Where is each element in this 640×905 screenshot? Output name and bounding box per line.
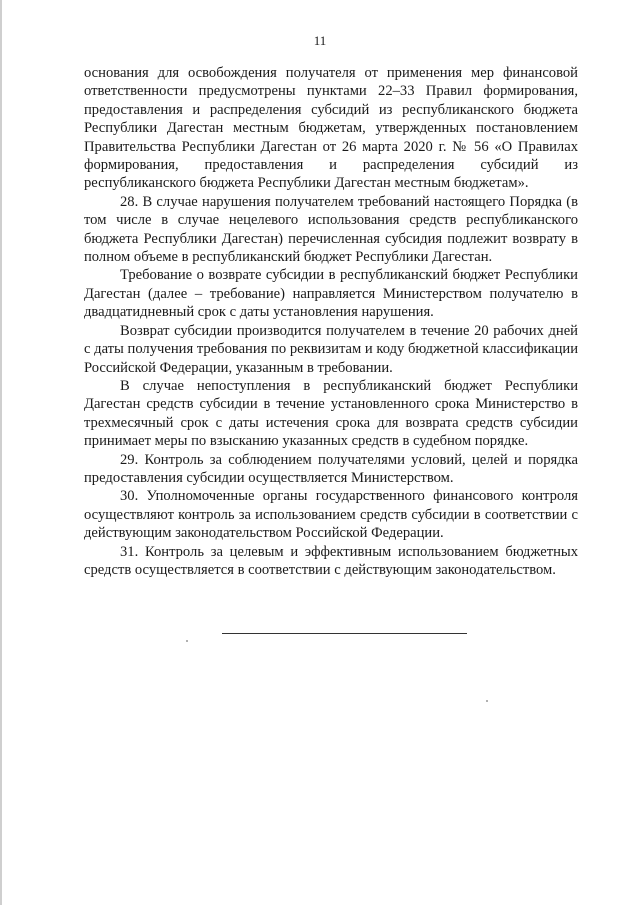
- paragraph-continuation: основания для освобождения получателя от применения мер финансовой ответственности предусмотрены пунктами 22–33 Правил формирования, предоставления и распределения субсидий из республиканского бюджета Республики Дагестан местным бюджетам, утвержденных постановлением Правительства Республики Дагестан от 26 марта 2020 г. № 56 «О Правилах формирования, предоставления и распределения субсидий из республиканского бюджета Республики Дагестан местным бюджетам».: [84, 65, 578, 192]
- paragraph-return-procedure: Возврат субсидии производится получателем в течение 20 рабочих дней с даты получения требования по реквизитам и коду бюджетной классификации Российской Федерации, указанным в требовании.: [84, 322, 578, 376]
- scan-speck: [186, 640, 188, 642]
- paragraph-30: 30. Уполномоченные органы государственного финансового контроля осуществляют контроль за использованием средств субсидии в соответствии с действующим законодательством Российской Федерации.: [84, 488, 578, 542]
- paragraph-28: 28. В случае нарушения получателем требований настоящего Порядка (в том числе в случае нецелевого использования средств республиканского бюджета Республики Дагестан) перечисленная субсидия подлежит возврату в полном объеме в республиканский бюджет Республики Дагестан.: [84, 193, 578, 266]
- paragraph-31: 31. Контроль за целевым и эффективным использованием бюджетных средств осуществляется в соответствии с действующим законодательством.: [84, 543, 578, 578]
- closing-separator-line: [222, 633, 467, 634]
- scan-speck: [486, 700, 488, 702]
- paragraph-29: 29. Контроль за соблюдением получателями условий, целей и порядка предоставления субсидии осуществляется Министерством.: [84, 451, 578, 486]
- paragraph-return-demand: Требование о возврате субсидии в республиканский бюджет Республики Дагестан (далее – требование) направляется Министерством получателю в двадцатидневный срок с даты установления нарушения.: [84, 267, 578, 321]
- paragraph-non-receipt: В случае непоступления в республиканский бюджет Республики Дагестан средств субсидии в течение установленного срока Министерство в трехмесячный срок с даты истечения срока для возврата средств субсидии принимает меры по взысканию указанных средств в судебном порядке.: [84, 377, 578, 450]
- page-edge: [0, 0, 2, 905]
- document-body: [84, 64, 578, 579]
- page-number: 11: [313, 33, 327, 48]
